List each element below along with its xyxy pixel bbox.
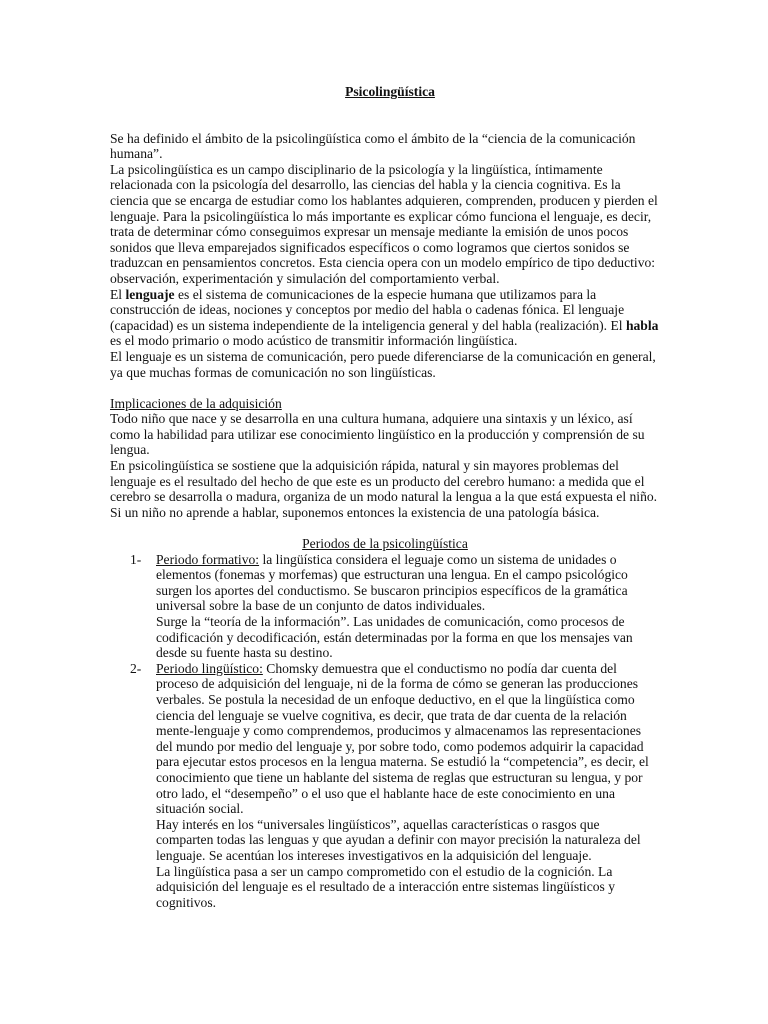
page-title: Psicolingüística — [345, 84, 435, 99]
list-item-extra: Hay interés en los “universales lingüísticos”, aquellas características o rasgos que comparten todas las lenguas y que ayudan a definir con mayor precisión la naturaleza del lenguaje. Se acentúan los intereses investigativos en la adquisición del lenguaje. — [156, 816, 641, 863]
list-item-periodo-linguistico — [110, 661, 660, 911]
intro-p3-text-a: El — [110, 286, 126, 302]
intro-p3-text-c: es el modo primario o modo acústico de transmitir información lingüística. — [110, 333, 518, 349]
list-number: 1- — [130, 551, 142, 567]
intro-paragraph-4: El lenguaje es un sistema de comunicación, pero puede diferenciarse de la comunicación en general, ya que muchas formas de comunicación no son lingüísticas. — [110, 348, 656, 380]
intro-paragraph-1: Se ha definido el ámbito de la psicolingüística como el ámbito de la “ciencia de la comunicación humana”. — [110, 130, 636, 162]
term-habla: habla — [625, 317, 659, 333]
adquisicion-paragraph-1: Todo niño que nace y se desarrolla en una cultura humana, adquiere una sintaxis y un léxico, así como la habilidad para utilizar ese conocimiento lingüístico en la producción y comprensión de su lengua. — [110, 411, 645, 458]
periodos-list — [110, 552, 660, 911]
intro-paragraph-2: La psicolingüística es un campo disciplinario de la psicología y la lingüística, íntimamente relacionada con la psicología del desarrollo, las ciencias del habla y la ciencia cognitiva. Es la ciencia que se encarga de estudiar como los hablantes adquieren, comprenden, producen y pierden el lenguaje. Para la psicolingüística lo más importante es explicar cómo funciona el lenguaje, es decir, trata de determinar cómo conseguimos expresar un mensaje mediante la emisión de unos pocos sonidos que lleva emparejados significados específicos o como logramos que ciertos sonidos se traduzcan en pensamientos concretos. Esta ciencia opera con un modelo empírico de tipo deductivo: observación, experimentación y simulación del comportamiento verbal. — [110, 161, 658, 286]
intro-paragraph-3 — [110, 287, 660, 349]
section-heading-periodos: Periodos de la psicolingüística — [302, 536, 468, 552]
intro-p3-text-b: es el sistema de comunicaciones de la especie humana que utilizamos para la construcción de ideas, nociones y conceptos por medio del habla o cadenas fónica. El lenguaje (capacidad) es un sistema independiente de la inteligencia general y del habla (realización). El — [110, 286, 626, 333]
section-heading-adquisicion: Implicaciones de la adquisición — [110, 395, 282, 411]
spacer — [110, 380, 660, 396]
list-item-text — [156, 661, 660, 817]
list-item-extra: Surge la “teoría de la información”. Las unidades de comunicación, como procesos de codificación y decodificación, están determinadas por la forma en que los mensajes van desde su fuente hasta su destino. — [156, 614, 633, 661]
periodo-label: Periodo formativo: — [156, 551, 260, 567]
adquisicion-paragraph-2: En psicolingüística se sostiene que la adquisición rápida, natural y sin mayores problemas del lenguaje es el resultado del hecho de que este es un producto del cerebro humano: a medida que el cerebro se desarrolla o madura, organiza de un modo natural la lengua a la que está expuesta el niño. Si un niño no aprende a hablar, suponemos entonces la existencia de una patología básica. — [110, 458, 658, 520]
list-number: 2- — [130, 660, 142, 676]
periodo-label: Periodo lingüístico: — [156, 660, 263, 676]
list-item-text — [156, 552, 660, 614]
list-item-extra-2: La lingüística pasa a ser un campo comprometido con el estudio de la cognición. La adquisición del lenguaje es el resultado de a interacción entre sistemas lingüísticos y cognitivos. — [156, 863, 616, 910]
spacer — [110, 520, 660, 536]
periodo-text: la lingüística considera el leguaje como un sistema de unidades o elementos (fonemas y morfemas) que estructuran una lengua. En el campo psicológico surgen los aportes del conductismo. Se buscaron principios específicos de la gramática universal sobre la base de un conjunto de datos individuales. — [156, 551, 628, 614]
periodo-text: Chomsky demuestra que el conductismo no podía dar cuenta del proceso de adquisición del lenguaje, ni de la forma de cómo se generan las producciones verbales. Se postula la necesidad de un enfoque deductivo, en el que la lingüística como ciencia del lenguaje se vuelve cognitiva, es decir, que trata de dar cuenta de la relación mente-lenguaje y como comprendemos, producimos y almacenamos las representaciones del mundo por medio del lenguaje y, por sobre todo, como podemos adquirir la capacidad para ejecutar estos procesos en la lengua materna. Se estudió la “competencia”, es decir, el conocimiento que tiene un hablante del sistema de reglas que estructuran su lengua, y por otro lado, el “desempeño” o el uso que el hablante hace de este conocimiento en una situación social. — [156, 660, 649, 817]
list-item-periodo-formativo — [110, 552, 660, 661]
term-lenguaje: lenguaje — [125, 286, 175, 302]
